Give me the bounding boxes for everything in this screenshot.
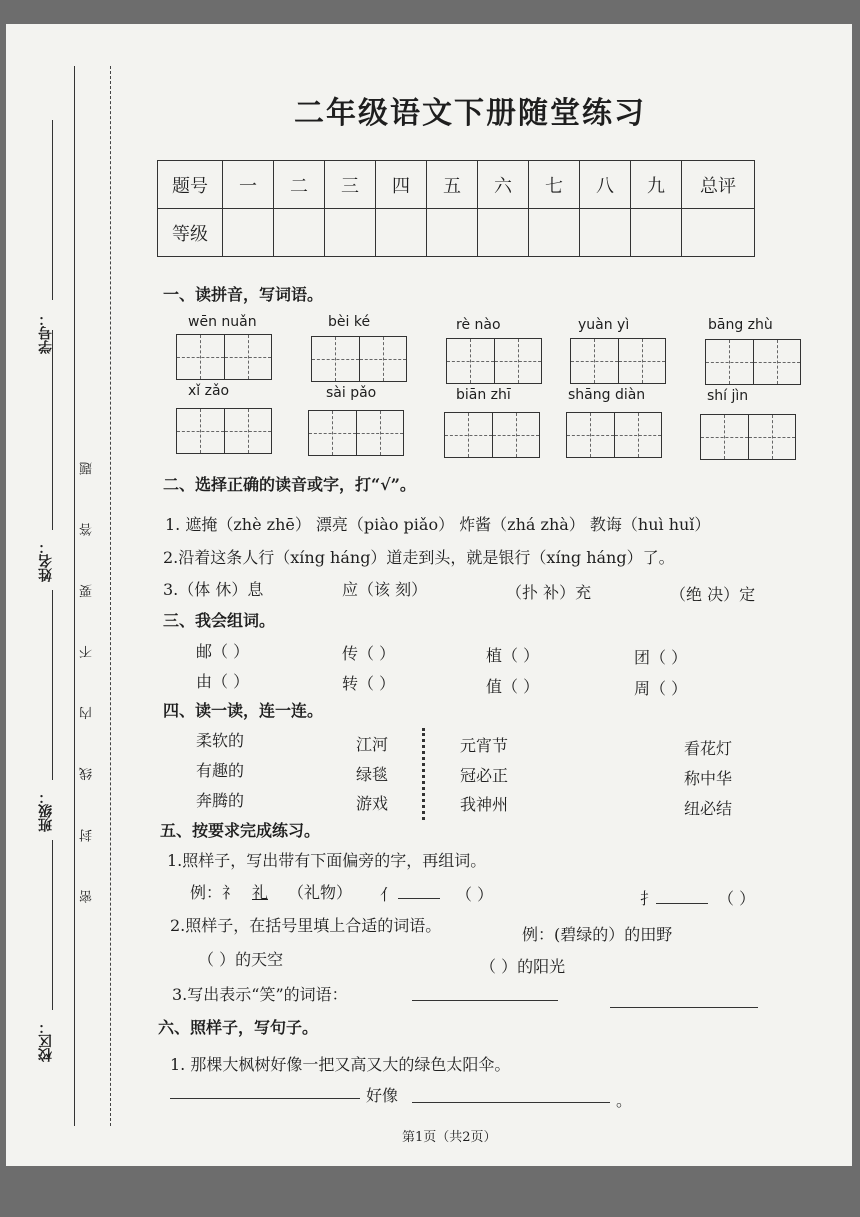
match-right-item[interactable]: 冠必正 bbox=[460, 766, 509, 785]
grade-cell[interactable] bbox=[529, 209, 580, 257]
page-footer: 第1页（共2页） bbox=[402, 1130, 497, 1145]
writing-grid[interactable] bbox=[311, 336, 407, 382]
match-mid-item[interactable]: 江河 bbox=[356, 735, 389, 754]
side-student-number-label: 学号： bbox=[38, 312, 54, 354]
writing-grid[interactable] bbox=[444, 412, 540, 458]
match-left-item[interactable]: 有趣的 bbox=[196, 761, 245, 780]
pinyin-label: yuàn yì bbox=[578, 317, 630, 333]
side-border-line bbox=[74, 66, 75, 1126]
section-2-heading: 二、选择正确的读音或字，打“√”。 bbox=[163, 475, 416, 494]
s5-radical-person: 亻 bbox=[380, 885, 397, 904]
pinyin-label: shí jìn bbox=[707, 388, 749, 404]
section-1-heading: 一、读拼音，写词语。 bbox=[163, 285, 324, 304]
s5-blank-person[interactable] bbox=[398, 898, 440, 899]
match-left-item[interactable]: 奔腾的 bbox=[196, 791, 245, 810]
side-name-line bbox=[52, 330, 53, 530]
writing-grid[interactable] bbox=[176, 334, 272, 380]
s5-paren-hand: （ ） bbox=[718, 889, 756, 908]
page-title: 二年级语文下册随堂练习 bbox=[294, 96, 646, 131]
word-build-item: 团（ ） bbox=[634, 648, 688, 667]
seal-line-notice: 密 封 线 内 不 要 答 题 bbox=[80, 440, 95, 903]
writing-grid[interactable] bbox=[570, 338, 666, 384]
s5-question-2: 2.照样子，在括号里填上合适的词语。 bbox=[170, 916, 442, 935]
s5-paren-person: （ ） bbox=[456, 885, 494, 904]
grade-label-cell: 等级 bbox=[158, 209, 223, 257]
s2-line-3b: 应（该 刻） bbox=[342, 580, 428, 599]
pinyin-label: xǐ zǎo bbox=[188, 383, 230, 399]
match-left-item[interactable]: 柔软的 bbox=[196, 731, 245, 750]
writing-grid[interactable] bbox=[705, 339, 801, 385]
pinyin-label: sài pǎo bbox=[326, 385, 377, 401]
s5-q2-example: 例：(碧绿的）的田野 bbox=[522, 925, 673, 944]
score-table-header-row bbox=[158, 161, 755, 209]
match-mid-item[interactable]: 绿毯 bbox=[356, 765, 389, 784]
word-build-item: 邮（ ） bbox=[196, 642, 250, 661]
section-6-heading: 六、照样子，写句子。 bbox=[158, 1018, 319, 1037]
pinyin-label: wēn nuǎn bbox=[188, 314, 257, 330]
match-far-item[interactable]: 称中华 bbox=[684, 769, 733, 788]
side-class-label: 班级： bbox=[38, 790, 54, 832]
s5-q3-blank[interactable] bbox=[412, 1000, 558, 1001]
s2-line-3c: （扑 补）充 bbox=[506, 583, 592, 602]
s2-line-2: 2.沿着这条人行（xíng háng）道走到头，就是银行（xíng háng）了。 bbox=[163, 548, 675, 567]
score-cell: 题号 bbox=[158, 161, 223, 209]
score-cell: 二 bbox=[274, 161, 325, 209]
score-cell: 八 bbox=[580, 161, 631, 209]
side-campus-label: 校区： bbox=[38, 1020, 54, 1062]
writing-grid[interactable] bbox=[176, 408, 272, 454]
side-class-line bbox=[52, 590, 53, 780]
score-table bbox=[157, 160, 755, 257]
writing-grid[interactable] bbox=[446, 338, 542, 384]
match-right-item[interactable]: 我神州 bbox=[460, 795, 509, 814]
score-cell: 一 bbox=[223, 161, 274, 209]
grade-cell[interactable] bbox=[580, 209, 631, 257]
s6-fill-end: 。 bbox=[616, 1091, 633, 1110]
s2-line-3d: （绝 决）定 bbox=[670, 585, 756, 604]
word-build-item: 传（ ） bbox=[342, 644, 396, 663]
writing-grid[interactable] bbox=[566, 412, 662, 458]
grade-cell[interactable] bbox=[223, 209, 274, 257]
s5-q3-blank[interactable] bbox=[610, 1007, 758, 1008]
writing-grid[interactable] bbox=[308, 410, 404, 456]
grade-cell[interactable] bbox=[478, 209, 529, 257]
score-cell: 四 bbox=[376, 161, 427, 209]
score-cell: 三 bbox=[325, 161, 376, 209]
grade-cell[interactable] bbox=[376, 209, 427, 257]
pinyin-label: biān zhī bbox=[456, 387, 511, 403]
s5-radical-hand: 扌 bbox=[640, 889, 657, 908]
pinyin-label: rè nào bbox=[456, 317, 501, 333]
score-cell: 九 bbox=[631, 161, 682, 209]
score-cell: 五 bbox=[427, 161, 478, 209]
grade-cell[interactable] bbox=[427, 209, 478, 257]
grade-cell[interactable] bbox=[631, 209, 682, 257]
match-far-item[interactable]: 纽必结 bbox=[684, 799, 733, 818]
s5-example-radical: 例：礻 bbox=[190, 883, 239, 902]
s6-blank-object[interactable] bbox=[412, 1102, 610, 1103]
side-name-label: 姓名： bbox=[38, 540, 54, 582]
side-campus-line bbox=[52, 840, 53, 1010]
pinyin-label: bāng zhù bbox=[708, 317, 773, 333]
score-table-grade-row bbox=[158, 209, 755, 257]
seal-dashed-line bbox=[110, 66, 111, 1126]
s6-fill-middle: 好像 bbox=[366, 1086, 399, 1105]
match-mid-item[interactable]: 游戏 bbox=[356, 794, 389, 813]
word-build-item: 植（ ） bbox=[486, 646, 540, 665]
s2-line-1: 1. 遮掩（zhè zhē） 漂亮（piào piǎo） 炸酱（zhá zhà） 教诲（huì huǐ） bbox=[165, 515, 711, 534]
s2-line-3a: 3.（体 休）息 bbox=[163, 580, 264, 599]
match-right-item[interactable]: 元宵节 bbox=[460, 736, 509, 755]
pinyin-label: bèi ké bbox=[328, 314, 371, 330]
word-build-item: 周（ ） bbox=[634, 679, 688, 698]
match-divider bbox=[422, 728, 425, 820]
word-build-item: 转（ ） bbox=[342, 674, 396, 693]
grade-cell[interactable] bbox=[682, 209, 755, 257]
s5-question-1: 1.照样子，写出带有下面偏旁的字，再组词。 bbox=[167, 851, 487, 870]
section-4-heading: 四、读一读，连一连。 bbox=[163, 701, 324, 720]
s5-example-char: 礼 bbox=[252, 883, 269, 902]
s5-q2-blank-sky[interactable]: （ ）的天空 bbox=[198, 950, 284, 969]
writing-grid[interactable] bbox=[700, 414, 796, 460]
grade-cell[interactable] bbox=[325, 209, 376, 257]
s6-blank-subject[interactable] bbox=[170, 1098, 360, 1099]
score-cell: 七 bbox=[529, 161, 580, 209]
score-cell: 总评 bbox=[682, 161, 755, 209]
grade-cell[interactable] bbox=[274, 209, 325, 257]
match-far-item[interactable]: 看花灯 bbox=[684, 739, 733, 758]
s5-example-word: （礼物） bbox=[288, 883, 353, 902]
s5-question-3: 3.写出表示“笑”的词语： bbox=[172, 985, 348, 1004]
pinyin-label: shāng diàn bbox=[568, 387, 646, 403]
word-build-item: 由（ ） bbox=[196, 672, 250, 691]
section-3-heading: 三、我会组词。 bbox=[163, 611, 276, 630]
side-student-number-line bbox=[52, 120, 53, 300]
s5-q2-blank-sunlight[interactable]: （ ）的阳光 bbox=[480, 957, 566, 976]
score-cell: 六 bbox=[478, 161, 529, 209]
section-5-heading: 五、按要求完成练习。 bbox=[160, 821, 321, 840]
s6-example-sentence: 1. 那棵大枫树好像一把又高又大的绿色太阳伞。 bbox=[170, 1055, 511, 1074]
s5-blank-hand[interactable] bbox=[656, 903, 708, 904]
word-build-item: 值（ ） bbox=[486, 677, 540, 696]
